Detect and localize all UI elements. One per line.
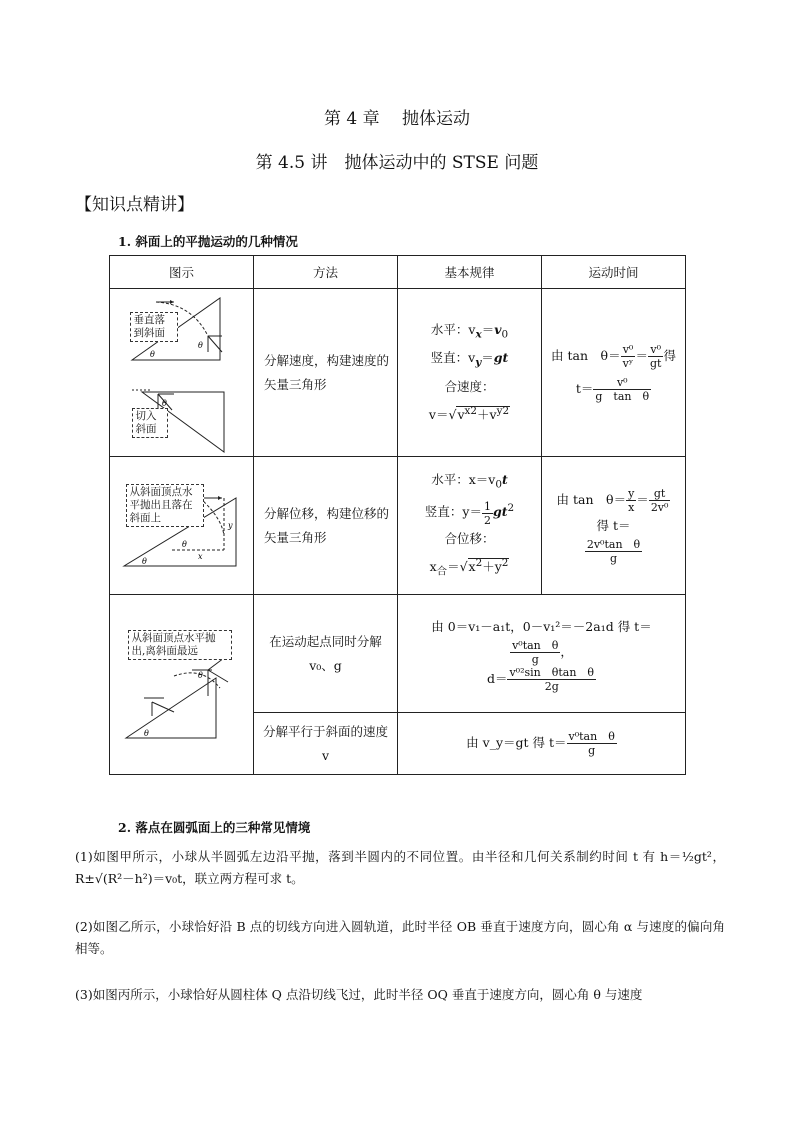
label-farthest: 从斜面顶点水平抛出,离斜面最远: [128, 630, 232, 660]
method-cell-2: 分解位移，构建位移的矢量三角形: [254, 457, 398, 595]
chapter-title: 第 4 章 抛体运动: [323, 109, 471, 129]
method-cell-3b: 分解平行于斜面的速度 v: [254, 713, 398, 775]
col-time: 运动时间: [542, 256, 686, 289]
label-perpendicular: 垂直落到斜面: [130, 312, 178, 342]
svg-text:θ: θ: [149, 349, 155, 359]
svg-text:x: x: [197, 551, 203, 561]
svg-text:θ: θ: [143, 728, 149, 738]
table-row: [110, 595, 686, 713]
label-slope-top: 从斜面顶点水平抛出且落在斜面上: [126, 484, 204, 527]
col-figure: 图示: [110, 256, 254, 289]
farthest-from-slope-figure: [112, 596, 252, 774]
method-cell-1: 分解速度，构建速度的矢量三角形: [254, 289, 398, 457]
fig-cell-3: [110, 595, 254, 775]
svg-text:θ: θ: [161, 398, 167, 408]
svg-text:θ: θ: [197, 670, 203, 680]
fig-cell-2: [110, 457, 254, 595]
law-cell-3a: 由 0＝v₁－a₁t，0－v₁²＝－2a₁d 得 t＝ $\frac{\text{v⁰tan θ}}{g}$ ， d＝ $\frac{\text{v⁰²sin θtan θ}}{2g}$: [398, 595, 686, 713]
law-cell-1: 水平：$v_x=v_0$ 竖直：$v_y=gt$ 合速度： $v=√v^{x2}+v^{y2}$: [398, 289, 542, 457]
col-method: 方法: [254, 256, 398, 289]
law-cell-2: 水平：$x=v_0t$ 竖直：y＝ $\frac{1}{2}$ $gt^2$ 合位移： $x_合=√x^2+y^2$: [398, 457, 542, 595]
time-cell-1: 由 tan θ＝ $\frac{\text{v⁰}}{\text{vʸ}}$ ＝ $\frac{\text{v⁰}}{gt}$ 得 t＝ $\frac{\text{v⁰}}{\text{g tan θ}}$: [542, 289, 686, 457]
paragraph-1: (1)如图甲所示，小球从半圆弧左边沿平抛，落到半圆内的不同位置。由半径和几何关系制约时间 t 有 h＝½gt²，R±√(R²－h²)＝v₀t，联立两方程可求 t。: [75, 849, 725, 886]
svg-text:θ: θ: [181, 539, 187, 549]
svg-text:y: y: [227, 520, 233, 530]
section-heading: 【知识点精讲】: [75, 195, 194, 215]
part1-heading: 1. 斜面上的平抛运动的几种情况: [118, 234, 298, 249]
svg-text:θ: θ: [141, 556, 147, 566]
svg-text:θ: θ: [197, 340, 203, 350]
time-cell-2: 由 tan θ＝ $\frac{y}{x}$ ＝ $\frac{gt}{\text{2v⁰}}$ 得 t＝ $\frac{\text{2v⁰tan θ}}{g}$: [542, 457, 686, 595]
fig-cell-1: [110, 289, 254, 457]
table-row: [110, 457, 686, 595]
lecture-title: 第 4.5 讲 抛体运动中的 STSE 问题: [255, 153, 539, 173]
table-header-row: [110, 256, 686, 289]
part2-heading: 2. 落点在圆弧面上的三种常见情境: [118, 820, 311, 835]
table-row: [110, 289, 686, 457]
paragraph-3: (3)如图丙所示，小球恰好从圆柱体 Q 点沿切线飞过，此时半径 OQ 垂直于速度方向，圆心角 θ 与速度: [75, 987, 643, 1002]
slope-projectile-table: [109, 255, 686, 775]
law-cell-3b: 由 v_y＝gt 得 t＝ $\frac{\text{v⁰tan θ}}{g}$: [398, 713, 686, 775]
col-law: 基本规律: [398, 256, 542, 289]
paragraph-2: (2)如图乙所示，小球恰好沿 B 点的切线方向进入圆轨道，此时半径 OB 垂直于速度方向，圆心角 α 与速度的偏向角相等。: [75, 919, 725, 956]
label-tangent: 切入斜面: [132, 408, 168, 438]
method-cell-3a: 在运动起点同时分解 v₀、g: [254, 595, 398, 713]
